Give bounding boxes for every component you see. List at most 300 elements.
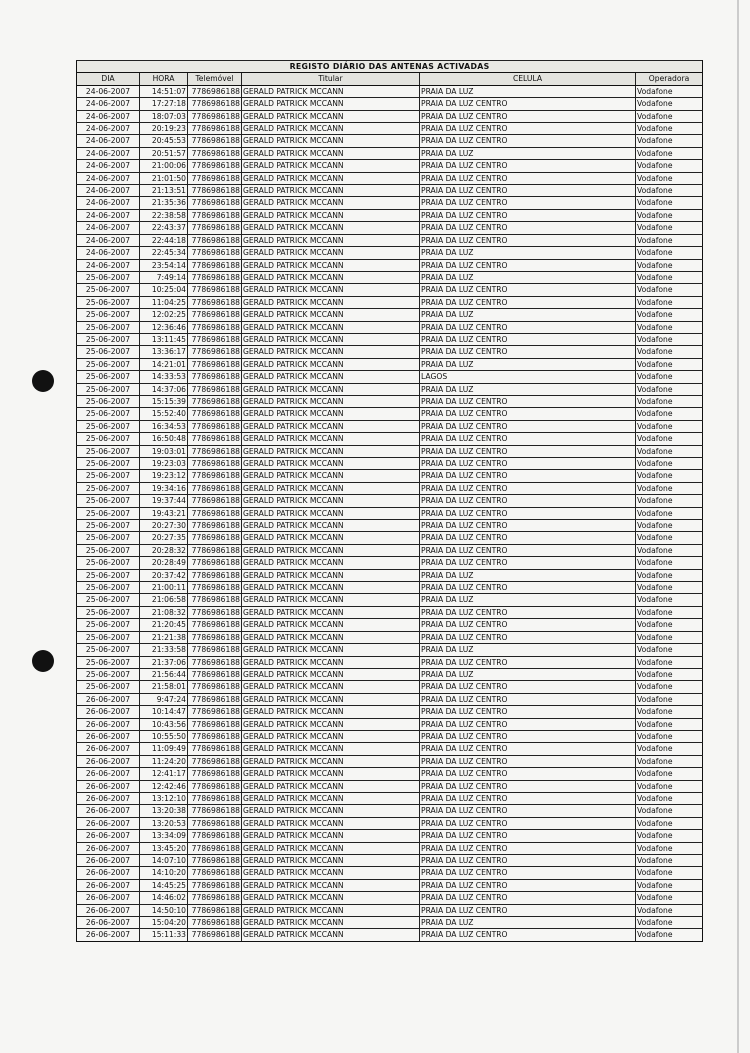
column-header-titular: Titular: [242, 73, 420, 85]
cell-titular: GERALD PATRICK MCCANN: [242, 445, 420, 457]
cell-hora: 21:00:06: [140, 160, 188, 172]
cell-hora: 21:20:45: [140, 619, 188, 631]
cell-hora: 20:28:32: [140, 544, 188, 556]
cell-celula: PRAIA DA LUZ: [420, 147, 636, 159]
table-row: [77, 569, 703, 581]
cell-hora: 13:11:45: [140, 333, 188, 345]
cell-celula: PRAIA DA LUZ CENTRO: [420, 470, 636, 482]
table-row: [77, 222, 703, 234]
cell-telemovel: 7786986188: [188, 892, 242, 904]
cell-titular: GERALD PATRICK MCCANN: [242, 631, 420, 643]
cell-dia: 25-06-2007: [77, 606, 140, 618]
cell-celula: PRAIA DA LUZ CENTRO: [420, 172, 636, 184]
cell-celula: PRAIA DA LUZ CENTRO: [420, 582, 636, 594]
cell-telemovel: 7786986188: [188, 718, 242, 730]
cell-operadora: Vodafone: [636, 619, 703, 631]
cell-titular: GERALD PATRICK MCCANN: [242, 321, 420, 333]
cell-operadora: Vodafone: [636, 706, 703, 718]
cell-celula: PRAIA DA LUZ CENTRO: [420, 743, 636, 755]
cell-operadora: Vodafone: [636, 730, 703, 742]
cell-hora: 15:15:39: [140, 395, 188, 407]
cell-celula: PRAIA DA LUZ CENTRO: [420, 284, 636, 296]
table-row: [77, 706, 703, 718]
cell-dia: 26-06-2007: [77, 780, 140, 792]
cell-operadora: Vodafone: [636, 743, 703, 755]
cell-dia: 25-06-2007: [77, 495, 140, 507]
cell-dia: 25-06-2007: [77, 358, 140, 370]
cell-celula: PRAIA DA LUZ CENTRO: [420, 631, 636, 643]
cell-titular: GERALD PATRICK MCCANN: [242, 296, 420, 308]
cell-titular: GERALD PATRICK MCCANN: [242, 780, 420, 792]
cell-telemovel: 7786986188: [188, 867, 242, 879]
cell-hora: 13:34:09: [140, 830, 188, 842]
cell-dia: 26-06-2007: [77, 855, 140, 867]
cell-hora: 14:45:25: [140, 879, 188, 891]
cell-titular: GERALD PATRICK MCCANN: [242, 309, 420, 321]
cell-titular: GERALD PATRICK MCCANN: [242, 495, 420, 507]
cell-celula: PRAIA DA LUZ CENTRO: [420, 929, 636, 941]
cell-titular: GERALD PATRICK MCCANN: [242, 222, 420, 234]
cell-titular: GERALD PATRICK MCCANN: [242, 569, 420, 581]
cell-titular: GERALD PATRICK MCCANN: [242, 606, 420, 618]
cell-hora: 21:21:38: [140, 631, 188, 643]
cell-dia: 25-06-2007: [77, 656, 140, 668]
table-row: [77, 482, 703, 494]
cell-dia: 26-06-2007: [77, 743, 140, 755]
cell-telemovel: 7786986188: [188, 792, 242, 804]
cell-hora: 21:00:11: [140, 582, 188, 594]
table-row: [77, 147, 703, 159]
cell-telemovel: 7786986188: [188, 395, 242, 407]
page-edge-shadow: [737, 0, 739, 1053]
cell-operadora: Vodafone: [636, 520, 703, 532]
table-row: [77, 855, 703, 867]
cell-dia: 25-06-2007: [77, 619, 140, 631]
cell-telemovel: 7786986188: [188, 445, 242, 457]
cell-dia: 26-06-2007: [77, 892, 140, 904]
cell-telemovel: 7786986188: [188, 296, 242, 308]
cell-celula: PRAIA DA LUZ CENTRO: [420, 544, 636, 556]
cell-hora: 19:03:01: [140, 445, 188, 457]
register-rows: [77, 85, 703, 941]
cell-dia: 25-06-2007: [77, 482, 140, 494]
table-row: [77, 321, 703, 333]
table-row: [77, 247, 703, 259]
cell-titular: GERALD PATRICK MCCANN: [242, 755, 420, 767]
cell-hora: 19:23:03: [140, 458, 188, 470]
cell-celula: PRAIA DA LUZ CENTRO: [420, 693, 636, 705]
cell-telemovel: 7786986188: [188, 420, 242, 432]
cell-dia: 25-06-2007: [77, 271, 140, 283]
cell-titular: GERALD PATRICK MCCANN: [242, 706, 420, 718]
table-row: [77, 830, 703, 842]
cell-celula: PRAIA DA LUZ CENTRO: [420, 445, 636, 457]
cell-telemovel: 7786986188: [188, 817, 242, 829]
cell-dia: 25-06-2007: [77, 284, 140, 296]
cell-telemovel: 7786986188: [188, 681, 242, 693]
cell-telemovel: 7786986188: [188, 284, 242, 296]
cell-telemovel: 7786986188: [188, 780, 242, 792]
cell-hora: 19:23:12: [140, 470, 188, 482]
cell-celula: PRAIA DA LUZ CENTRO: [420, 321, 636, 333]
cell-celula: PRAIA DA LUZ CENTRO: [420, 333, 636, 345]
table-row: [77, 135, 703, 147]
cell-hora: 18:07:03: [140, 110, 188, 122]
table-row: [77, 470, 703, 482]
cell-operadora: Vodafone: [636, 321, 703, 333]
cell-titular: GERALD PATRICK MCCANN: [242, 644, 420, 656]
table-row: [77, 917, 703, 929]
cell-operadora: Vodafone: [636, 867, 703, 879]
cell-dia: 24-06-2007: [77, 259, 140, 271]
cell-dia: 26-06-2007: [77, 805, 140, 817]
cell-telemovel: 7786986188: [188, 495, 242, 507]
cell-dia: 24-06-2007: [77, 234, 140, 246]
cell-hora: 9:47:24: [140, 693, 188, 705]
cell-operadora: Vodafone: [636, 668, 703, 680]
cell-telemovel: 7786986188: [188, 805, 242, 817]
table-row: [77, 123, 703, 135]
cell-hora: 11:04:25: [140, 296, 188, 308]
cell-hora: 20:51:57: [140, 147, 188, 159]
cell-titular: GERALD PATRICK MCCANN: [242, 668, 420, 680]
cell-operadora: Vodafone: [636, 681, 703, 693]
cell-telemovel: 7786986188: [188, 544, 242, 556]
cell-operadora: Vodafone: [636, 234, 703, 246]
cell-telemovel: 7786986188: [188, 470, 242, 482]
cell-hora: 12:02:25: [140, 309, 188, 321]
cell-dia: 25-06-2007: [77, 395, 140, 407]
cell-titular: GERALD PATRICK MCCANN: [242, 693, 420, 705]
cell-hora: 13:36:17: [140, 346, 188, 358]
cell-titular: GERALD PATRICK MCCANN: [242, 842, 420, 854]
cell-dia: 25-06-2007: [77, 383, 140, 395]
cell-telemovel: 7786986188: [188, 309, 242, 321]
table-row: [77, 805, 703, 817]
cell-operadora: Vodafone: [636, 482, 703, 494]
cell-telemovel: 7786986188: [188, 582, 242, 594]
cell-operadora: Vodafone: [636, 569, 703, 581]
table-row: [77, 817, 703, 829]
cell-hora: 14:21:01: [140, 358, 188, 370]
cell-hora: 21:06:58: [140, 594, 188, 606]
cell-celula: PRAIA DA LUZ CENTRO: [420, 904, 636, 916]
cell-operadora: Vodafone: [636, 544, 703, 556]
cell-operadora: Vodafone: [636, 842, 703, 854]
cell-operadora: Vodafone: [636, 247, 703, 259]
cell-hora: 19:37:44: [140, 495, 188, 507]
cell-operadora: Vodafone: [636, 879, 703, 891]
cell-operadora: Vodafone: [636, 693, 703, 705]
table-row: [77, 197, 703, 209]
cell-hora: 12:41:17: [140, 768, 188, 780]
cell-telemovel: 7786986188: [188, 172, 242, 184]
cell-operadora: Vodafone: [636, 718, 703, 730]
cell-operadora: Vodafone: [636, 160, 703, 172]
cell-celula: PRAIA DA LUZ CENTRO: [420, 792, 636, 804]
cell-hora: 22:45:34: [140, 247, 188, 259]
table-row: [77, 209, 703, 221]
cell-operadora: Vodafone: [636, 805, 703, 817]
table-row: [77, 557, 703, 569]
cell-dia: 26-06-2007: [77, 917, 140, 929]
cell-telemovel: 7786986188: [188, 209, 242, 221]
cell-celula: PRAIA DA LUZ: [420, 569, 636, 581]
cell-titular: GERALD PATRICK MCCANN: [242, 855, 420, 867]
table-row: [77, 185, 703, 197]
cell-dia: 24-06-2007: [77, 147, 140, 159]
cell-titular: GERALD PATRICK MCCANN: [242, 892, 420, 904]
cell-titular: GERALD PATRICK MCCANN: [242, 532, 420, 544]
cell-operadora: Vodafone: [636, 172, 703, 184]
cell-celula: PRAIA DA LUZ CENTRO: [420, 98, 636, 110]
cell-titular: GERALD PATRICK MCCANN: [242, 544, 420, 556]
cell-dia: 24-06-2007: [77, 110, 140, 122]
cell-operadora: Vodafone: [636, 284, 703, 296]
table-row: [77, 259, 703, 271]
cell-operadora: Vodafone: [636, 185, 703, 197]
cell-celula: PRAIA DA LUZ: [420, 309, 636, 321]
punch-hole-lower: [32, 650, 54, 672]
cell-telemovel: 7786986188: [188, 631, 242, 643]
cell-dia: 25-06-2007: [77, 296, 140, 308]
cell-hora: 21:35:36: [140, 197, 188, 209]
table-row: [77, 780, 703, 792]
cell-dia: 26-06-2007: [77, 730, 140, 742]
cell-dia: 24-06-2007: [77, 197, 140, 209]
cell-operadora: Vodafone: [636, 532, 703, 544]
cell-celula: PRAIA DA LUZ CENTRO: [420, 433, 636, 445]
table-row: [77, 892, 703, 904]
cell-telemovel: 7786986188: [188, 768, 242, 780]
table-row: [77, 284, 703, 296]
cell-titular: GERALD PATRICK MCCANN: [242, 792, 420, 804]
cell-dia: 25-06-2007: [77, 631, 140, 643]
cell-celula: PRAIA DA LUZ: [420, 271, 636, 283]
cell-titular: GERALD PATRICK MCCANN: [242, 805, 420, 817]
cell-operadora: Vodafone: [636, 433, 703, 445]
table-row: [77, 172, 703, 184]
cell-operadora: Vodafone: [636, 892, 703, 904]
cell-hora: 20:37:42: [140, 569, 188, 581]
cell-titular: GERALD PATRICK MCCANN: [242, 259, 420, 271]
cell-celula: PRAIA DA LUZ CENTRO: [420, 718, 636, 730]
table-row: [77, 792, 703, 804]
cell-titular: GERALD PATRICK MCCANN: [242, 730, 420, 742]
cell-titular: GERALD PATRICK MCCANN: [242, 371, 420, 383]
cell-celula: PRAIA DA LUZ: [420, 358, 636, 370]
cell-titular: GERALD PATRICK MCCANN: [242, 346, 420, 358]
cell-telemovel: 7786986188: [188, 160, 242, 172]
cell-hora: 7:49:14: [140, 271, 188, 283]
cell-telemovel: 7786986188: [188, 458, 242, 470]
cell-dia: 25-06-2007: [77, 470, 140, 482]
cell-hora: 14:07:10: [140, 855, 188, 867]
cell-hora: 15:11:33: [140, 929, 188, 941]
table-row: [77, 160, 703, 172]
table-row: [77, 85, 703, 97]
table-row: [77, 458, 703, 470]
cell-dia: 25-06-2007: [77, 371, 140, 383]
cell-dia: 24-06-2007: [77, 247, 140, 259]
cell-dia: 26-06-2007: [77, 768, 140, 780]
cell-titular: GERALD PATRICK MCCANN: [242, 879, 420, 891]
table-row: [77, 495, 703, 507]
cell-titular: GERALD PATRICK MCCANN: [242, 271, 420, 283]
cell-titular: GERALD PATRICK MCCANN: [242, 147, 420, 159]
cell-celula: PRAIA DA LUZ: [420, 644, 636, 656]
cell-titular: GERALD PATRICK MCCANN: [242, 395, 420, 407]
cell-titular: GERALD PATRICK MCCANN: [242, 507, 420, 519]
cell-dia: 24-06-2007: [77, 172, 140, 184]
cell-titular: GERALD PATRICK MCCANN: [242, 85, 420, 97]
cell-telemovel: 7786986188: [188, 147, 242, 159]
cell-celula: PRAIA DA LUZ CENTRO: [420, 209, 636, 221]
cell-hora: 20:19:23: [140, 123, 188, 135]
cell-operadora: Vodafone: [636, 135, 703, 147]
table-row: [77, 408, 703, 420]
cell-dia: 24-06-2007: [77, 135, 140, 147]
cell-hora: 19:34:16: [140, 482, 188, 494]
cell-celula: LAGOS: [420, 371, 636, 383]
cell-telemovel: 7786986188: [188, 197, 242, 209]
cell-titular: GERALD PATRICK MCCANN: [242, 383, 420, 395]
cell-celula: PRAIA DA LUZ CENTRO: [420, 135, 636, 147]
cell-telemovel: 7786986188: [188, 123, 242, 135]
cell-operadora: Vodafone: [636, 830, 703, 842]
cell-celula: PRAIA DA LUZ CENTRO: [420, 346, 636, 358]
cell-dia: 25-06-2007: [77, 582, 140, 594]
cell-dia: 25-06-2007: [77, 333, 140, 345]
cell-hora: 16:34:53: [140, 420, 188, 432]
cell-telemovel: 7786986188: [188, 879, 242, 891]
table-row: [77, 333, 703, 345]
cell-celula: PRAIA DA LUZ CENTRO: [420, 160, 636, 172]
cell-titular: GERALD PATRICK MCCANN: [242, 110, 420, 122]
table-row: [77, 668, 703, 680]
table-row: [77, 234, 703, 246]
cell-celula: PRAIA DA LUZ CENTRO: [420, 681, 636, 693]
cell-hora: 20:27:30: [140, 520, 188, 532]
cell-titular: GERALD PATRICK MCCANN: [242, 333, 420, 345]
cell-hora: 15:04:20: [140, 917, 188, 929]
cell-dia: 25-06-2007: [77, 557, 140, 569]
cell-dia: 25-06-2007: [77, 458, 140, 470]
column-header-celula: CELULA: [420, 73, 636, 85]
table-row: [77, 544, 703, 556]
cell-operadora: Vodafone: [636, 582, 703, 594]
cell-hora: 10:55:50: [140, 730, 188, 742]
table-row: [77, 904, 703, 916]
cell-operadora: Vodafone: [636, 371, 703, 383]
cell-celula: PRAIA DA LUZ: [420, 917, 636, 929]
cell-dia: 25-06-2007: [77, 594, 140, 606]
cell-dia: 26-06-2007: [77, 929, 140, 941]
cell-hora: 13:20:53: [140, 817, 188, 829]
cell-celula: PRAIA DA LUZ CENTRO: [420, 234, 636, 246]
cell-celula: PRAIA DA LUZ CENTRO: [420, 892, 636, 904]
cell-celula: PRAIA DA LUZ: [420, 668, 636, 680]
cell-dia: 26-06-2007: [77, 817, 140, 829]
column-header-operadora: Operadora: [636, 73, 703, 85]
cell-celula: PRAIA DA LUZ CENTRO: [420, 706, 636, 718]
cell-operadora: Vodafone: [636, 85, 703, 97]
table-row: [77, 395, 703, 407]
cell-dia: 25-06-2007: [77, 445, 140, 457]
cell-celula: PRAIA DA LUZ CENTRO: [420, 606, 636, 618]
cell-titular: GERALD PATRICK MCCANN: [242, 458, 420, 470]
cell-celula: PRAIA DA LUZ CENTRO: [420, 830, 636, 842]
table-row: [77, 929, 703, 941]
cell-dia: 24-06-2007: [77, 85, 140, 97]
cell-hora: 20:45:53: [140, 135, 188, 147]
cell-telemovel: 7786986188: [188, 333, 242, 345]
cell-celula: PRAIA DA LUZ CENTRO: [420, 557, 636, 569]
cell-telemovel: 7786986188: [188, 185, 242, 197]
cell-celula: PRAIA DA LUZ: [420, 247, 636, 259]
cell-telemovel: 7786986188: [188, 346, 242, 358]
cell-hora: 16:50:48: [140, 433, 188, 445]
cell-celula: PRAIA DA LUZ CENTRO: [420, 408, 636, 420]
cell-hora: 22:43:37: [140, 222, 188, 234]
cell-titular: GERALD PATRICK MCCANN: [242, 656, 420, 668]
cell-celula: PRAIA DA LUZ CENTRO: [420, 495, 636, 507]
cell-telemovel: 7786986188: [188, 85, 242, 97]
cell-titular: GERALD PATRICK MCCANN: [242, 247, 420, 259]
cell-operadora: Vodafone: [636, 259, 703, 271]
cell-dia: 25-06-2007: [77, 507, 140, 519]
cell-operadora: Vodafone: [636, 358, 703, 370]
cell-telemovel: 7786986188: [188, 135, 242, 147]
cell-operadora: Vodafone: [636, 606, 703, 618]
cell-telemovel: 7786986188: [188, 644, 242, 656]
cell-titular: GERALD PATRICK MCCANN: [242, 433, 420, 445]
cell-celula: PRAIA DA LUZ CENTRO: [420, 222, 636, 234]
table-row: [77, 507, 703, 519]
cell-titular: GERALD PATRICK MCCANN: [242, 135, 420, 147]
cell-operadora: Vodafone: [636, 147, 703, 159]
table-row: [77, 98, 703, 110]
cell-celula: PRAIA DA LUZ CENTRO: [420, 197, 636, 209]
table-row: [77, 383, 703, 395]
cell-operadora: Vodafone: [636, 817, 703, 829]
table-row: [77, 755, 703, 767]
cell-dia: 25-06-2007: [77, 520, 140, 532]
cell-operadora: Vodafone: [636, 631, 703, 643]
cell-operadora: Vodafone: [636, 507, 703, 519]
cell-telemovel: 7786986188: [188, 743, 242, 755]
cell-telemovel: 7786986188: [188, 271, 242, 283]
table-row: [77, 619, 703, 631]
cell-hora: 14:37:06: [140, 383, 188, 395]
cell-titular: GERALD PATRICK MCCANN: [242, 830, 420, 842]
cell-titular: GERALD PATRICK MCCANN: [242, 172, 420, 184]
cell-dia: 26-06-2007: [77, 755, 140, 767]
cell-titular: GERALD PATRICK MCCANN: [242, 817, 420, 829]
cell-titular: GERALD PATRICK MCCANN: [242, 209, 420, 221]
column-header-dia: DIA: [77, 73, 140, 85]
cell-operadora: Vodafone: [636, 296, 703, 308]
table-row: [77, 606, 703, 618]
table-row: [77, 346, 703, 358]
cell-telemovel: 7786986188: [188, 110, 242, 122]
cell-celula: PRAIA DA LUZ CENTRO: [420, 755, 636, 767]
cell-hora: 10:25:04: [140, 284, 188, 296]
table-row: [77, 532, 703, 544]
cell-titular: GERALD PATRICK MCCANN: [242, 743, 420, 755]
cell-hora: 13:20:38: [140, 805, 188, 817]
column-header-hora: HORA: [140, 73, 188, 85]
